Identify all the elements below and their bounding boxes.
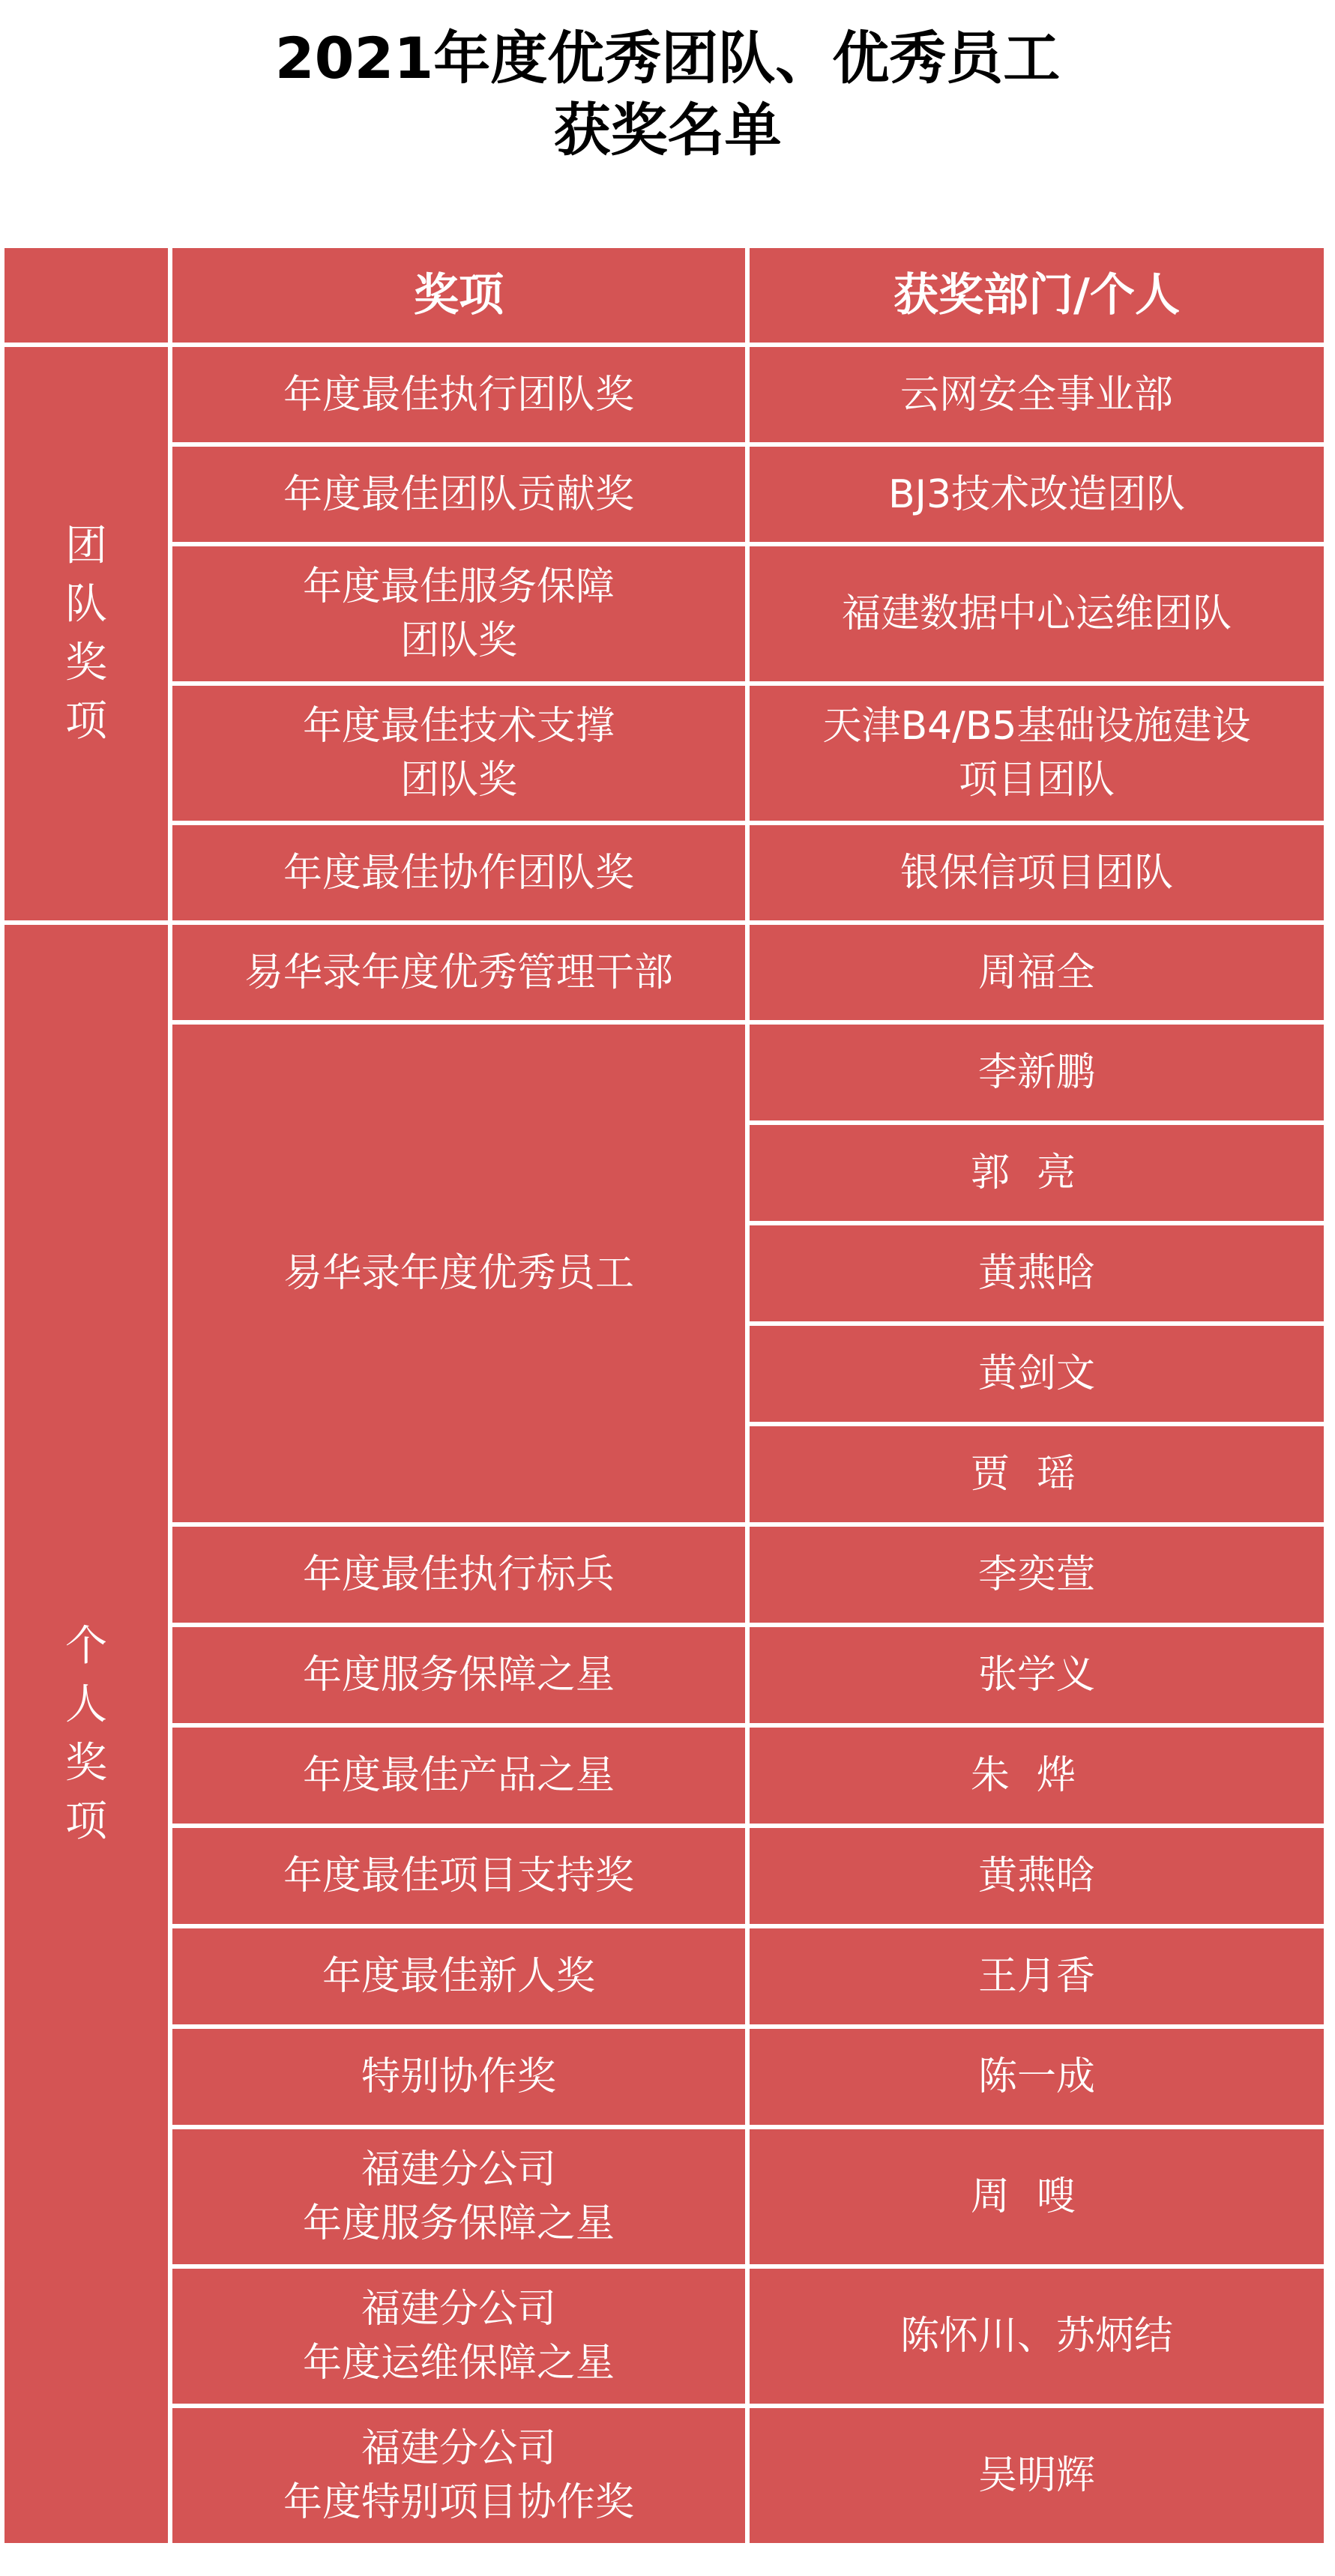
table-row	[2, 1725, 1326, 1826]
title-line-1: 2021年度优秀团队、优秀员工	[274, 25, 1061, 91]
table-row	[2, 444, 1326, 544]
award-cell: 年度最佳新人奖	[170, 1926, 747, 2027]
award-cell: 年度最佳执行标兵	[170, 1524, 747, 1625]
table-row	[2, 823, 1326, 923]
award-cell: 易华录年度优秀管理干部	[170, 923, 747, 1022]
page-title	[0, 22, 1335, 166]
award-cell: 年度最佳协作团队奖	[170, 823, 747, 923]
award-cell: 年度最佳项目支持奖	[170, 1826, 747, 1926]
award-cell: 年度最佳产品之星	[170, 1725, 747, 1826]
award-cell: 年度服务保障之星	[170, 1625, 747, 1725]
winner-cell: 贾瑶	[747, 1424, 1326, 1524]
award-cell: 年度最佳团队贡献奖	[170, 444, 747, 544]
table-row	[2, 1625, 1326, 1725]
winner-cell: 黄剑文	[747, 1324, 1326, 1424]
winner-cell: 周嗖	[747, 2127, 1326, 2266]
team-category-cell	[2, 345, 170, 923]
table-row	[2, 1022, 1326, 1123]
award-cell: 特别协作奖	[170, 2027, 747, 2127]
title-line-2: 获奖名单	[553, 97, 782, 163]
winner-cell: 张学义	[747, 1625, 1326, 1725]
winner-cell: 天津B4/B5基础设施建设 项目团队	[747, 684, 1326, 823]
table-row	[2, 684, 1326, 823]
awards-table	[0, 244, 1328, 2548]
winner-cell: 吴明辉	[747, 2406, 1326, 2545]
winner-cell: 云网安全事业部	[747, 345, 1326, 444]
table-row	[2, 1524, 1326, 1625]
table-row	[2, 923, 1326, 1022]
header-award: 奖项	[170, 246, 747, 345]
table-row	[2, 345, 1326, 444]
award-cell: 福建分公司 年度服务保障之星	[170, 2127, 747, 2266]
header-winner: 获奖部门/个人	[747, 246, 1326, 345]
table-row	[2, 2266, 1326, 2406]
table-row	[2, 544, 1326, 684]
award-cell: 福建分公司 年度特别项目协作奖	[170, 2406, 747, 2545]
winner-cell: 陈一成	[747, 2027, 1326, 2127]
table-row	[2, 2406, 1326, 2545]
winner-cell: 王月香	[747, 1926, 1326, 2027]
header-category	[2, 246, 170, 345]
award-cell: 易华录年度优秀员工	[170, 1022, 747, 1524]
table-row	[2, 2127, 1326, 2266]
table-header-row	[2, 246, 1326, 345]
award-cell: 年度最佳服务保障 团队奖	[170, 544, 747, 684]
winner-cell: 福建数据中心运维团队	[747, 544, 1326, 684]
table-row	[2, 1826, 1326, 1926]
winner-cell: 银保信项目团队	[747, 823, 1326, 923]
winner-cell: 李奕萱	[747, 1524, 1326, 1625]
winner-cell: 周福全	[747, 923, 1326, 1022]
winner-cell: BJ3技术改造团队	[747, 444, 1326, 544]
award-cell: 年度最佳执行团队奖	[170, 345, 747, 444]
winner-cell: 黄燕晗	[747, 1826, 1326, 1926]
winner-cell: 黄燕晗	[747, 1223, 1326, 1324]
award-cell: 年度最佳技术支撑 团队奖	[170, 684, 747, 823]
table-row	[2, 2027, 1326, 2127]
winner-cell: 陈怀川、苏炳结	[747, 2266, 1326, 2406]
table-row	[2, 1926, 1326, 2027]
personal-category-label: 个人奖项	[65, 1621, 107, 1846]
winner-cell: 郭亮	[747, 1123, 1326, 1223]
winner-cell: 李新鹏	[747, 1022, 1326, 1123]
winner-cell: 朱烨	[747, 1725, 1326, 1826]
team-category-label: 团队奖项	[65, 521, 107, 746]
award-cell: 福建分公司 年度运维保障之星	[170, 2266, 747, 2406]
personal-category-cell	[2, 923, 170, 2545]
